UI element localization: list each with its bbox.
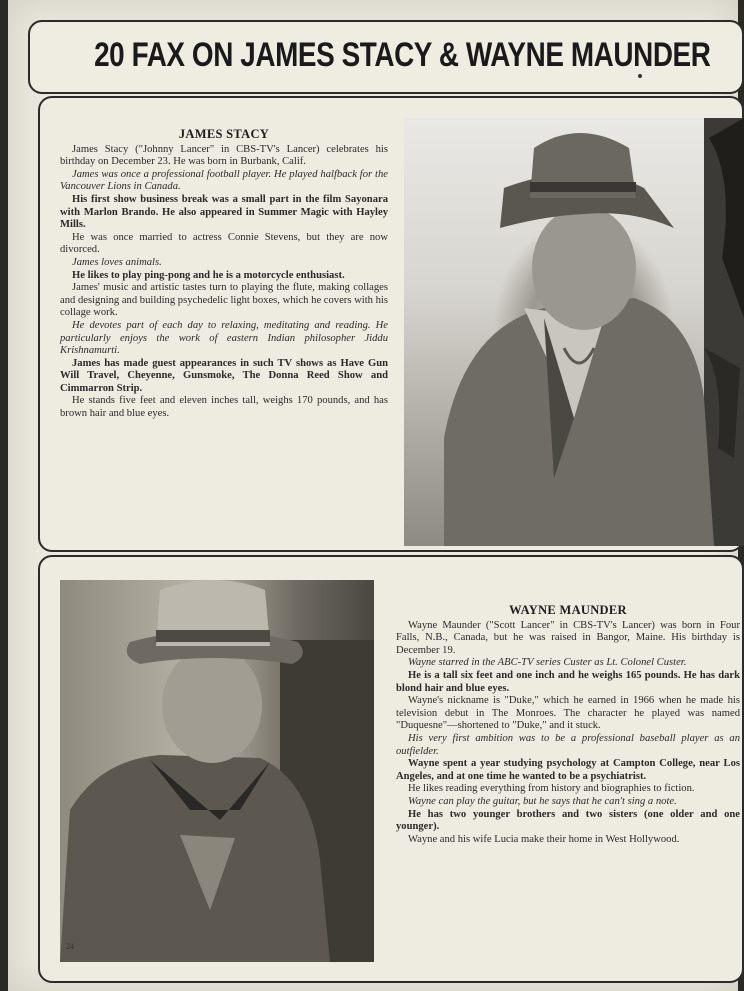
- stacy-paragraph: James Stacy ("Johnny Lancer" in CBS-TV's Lancer) celebrates his birthday on December 23. He was born in Burbank, Calif.: [60, 143, 388, 168]
- stacy-article: [60, 128, 388, 421]
- maunder-paragraph: His very first ambition was to be a professional baseball player as an outfielder.: [396, 732, 740, 757]
- maunder-paragraph: Wayne spent a year studying psychology at Campton College, near Los Angeles, and at one time he wanted to be a psychiatrist.: [396, 758, 740, 782]
- stacy-paragraph: James' music and artistic tastes turn to playing the flute, making collages and designing and building psychedelic light boxes, which he covers with his collage work.: [60, 282, 388, 319]
- stacy-paragraph: James loves animals.: [72, 256, 162, 268]
- ink-dot: [638, 74, 642, 78]
- stacy-paragraph: James was once a professional football player. He played halfback for the Vancouver Lions in Canada.: [60, 168, 388, 193]
- maunder-heading: WAYNE MAUNDER: [509, 603, 627, 617]
- stacy-paragraph: He stands five feet and eleven inches tall, weighs 170 pounds, and has brown hair and blue eyes.: [60, 395, 388, 420]
- maunder-photo: [60, 580, 374, 962]
- stacy-heading: JAMES STACY: [178, 127, 270, 141]
- stacy-paragraph: His first show business break was a small part in the film Sayonara with Marlon Brando. He also appeared in Summer Magic with Hayley Mills.: [60, 193, 388, 231]
- maunder-paragraph: He likes reading everything from history and biographies to fiction.: [408, 783, 695, 795]
- stacy-paragraph: James has made guest appearances in such TV shows as Have Gun Will Travel, Cheyenne, Gunsmoke, The Donna Reed Show and Cimmarron Strip.: [60, 357, 388, 394]
- maunder-paragraph: He has two younger brothers and two sisters (one older and one younger).: [396, 808, 740, 833]
- title-banner: [28, 20, 744, 94]
- page-number: 24: [66, 942, 74, 951]
- portrait-illustration: [60, 580, 374, 962]
- stacy-photo: [404, 118, 744, 546]
- stacy-paragraph: He was once married to actress Connie Stevens, but they are now divorced.: [60, 231, 388, 256]
- maunder-paragraph: Wayne and his wife Lucia make their home in West Hollywood.: [408, 833, 680, 845]
- maunder-paragraph: Wayne's nickname is "Duke," which he earned in 1966 when he made his television debut in The Monroes. The character he played was named "Duquesne"—shortened to "Duke," and it stuck.: [396, 695, 740, 732]
- maunder-paragraph: Wayne can play the guitar, but he says that he can't sing a note.: [408, 795, 677, 807]
- stacy-paragraph: He likes to play ping-pong and he is a motorcycle enthusiast.: [72, 269, 345, 281]
- maunder-article: [396, 604, 740, 846]
- maunder-paragraph: Wayne starred in the ABC-TV series Custer as Lt. Colonel Custer.: [408, 657, 687, 669]
- stacy-paragraph: He devotes part of each day to relaxing, meditating and reading. He particularly enjoys the work of eastern Indian philosopher Jiddu Krishnamurti.: [60, 319, 388, 357]
- maunder-paragraph: He is a tall six feet and one inch and he weighs 165 pounds. He has dark blond hair and blue eyes.: [396, 669, 740, 694]
- cowboy-portrait-illustration: [404, 118, 744, 546]
- page-title: 20 FAX ON JAMES STACY & WAYNE MAUNDER: [94, 36, 711, 74]
- maunder-paragraph: Wayne Maunder ("Scott Lancer" in CBS-TV's Lancer) was born in Four Falls, N.B., Canada, but he was raised in Bangor, Maine. His birthday is December 19.: [396, 619, 740, 656]
